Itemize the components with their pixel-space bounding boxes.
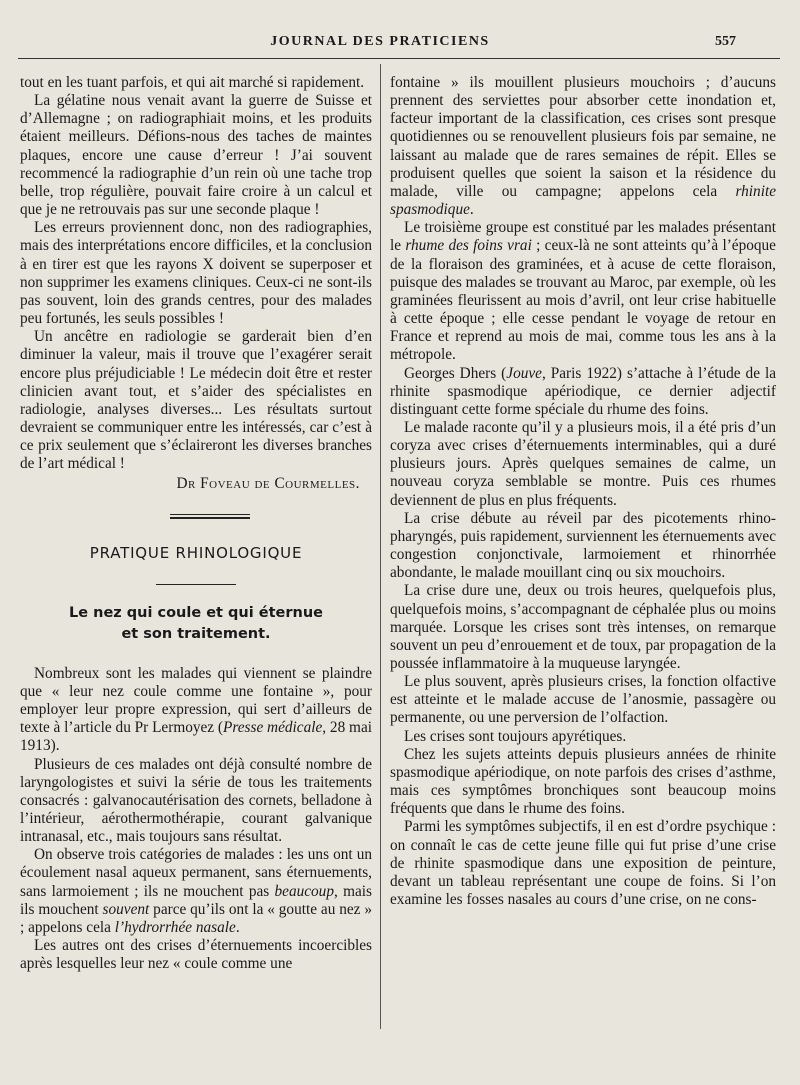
page-header (0, 34, 800, 54)
section-rule (156, 584, 236, 585)
paragraph: Georges Dhers (Jouve, Paris 1922) s’attache à l’étude de la rhinite spasmodique apériodique, ce dernier adjectif distinguant cette forme spéciale du rhume des foins. (390, 364, 776, 418)
paragraph: tout en les tuant parfois, et qui ait marché si rapidement. (20, 74, 365, 91)
article-title-line-2: et son traitement. (121, 625, 271, 642)
column-divider (380, 64, 381, 1029)
page-number: 557 (715, 34, 736, 49)
paragraph: Parmi les symptômes subjectifs, il en est d’ordre psychique : on connaît le cas de cette jeune fille qui fut prise d’une crise de rhinite spasmodique dans une exposition de peinture, devant un tableau représentant une coupe de foins. Si l’on examine les fosses nasales au cours d’une crise, on ne cons- (390, 818, 776, 909)
left-column (20, 74, 372, 973)
paragraph: Les erreurs proviennent donc, non des radiographies, mais des interprétations encore difficiles, et la conclusion à en tirer est que les rayons X doivent se superposer et non supprimer les examens cliniques. Ceux-ci ne sont-ils pas souvent, loin des grands centres, pour des malades peu fortunés, les seuls possibles ! (20, 219, 372, 328)
paragraph: Nombreux sont les malades qui viennent se plaindre que « leur nez coule comme une fontaine », pour employer leur propre expression, qui sert d’ailleurs de texte à l’article du Pr Lermoyez (Presse médicale, 28 mai 1913). (20, 664, 372, 755)
header-rule (18, 58, 780, 59)
paragraph: Un ancêtre en radiologie se garderait bien d’en diminuer la valeur, mais il trouve que l’exagérer serait encore plus préjudiciable ! Le médecin doit être et rester clinicien avant tout, et s’aider des spécialistes en radiologie, analyses diverses... Les résultats surtout devraient se communiquer entre les intéressés, car c’est à ce prix seulement que s’éclaireront les diverses branches de l’art médical ! (20, 328, 372, 473)
paragraph: La crise dure une, deux ou trois heures, quelquefois plus, quelquefois moins, s’accompagnant de céphalée plus ou moins marquée. Lorsque les crises sont très intenses, on remarque souvent un peu d’enrouement et de toux, par propagation de la poussée inflammatoire à la muqueuse laryngée. (390, 582, 776, 672)
paragraph: Le plus souvent, après plusieurs crises, la fonction olfactive est atteinte et le malade accuse de l’anosmie, passagère ou permanente, ou une perversion de l’olfaction. (390, 673, 776, 727)
article-title-line-1: Le nez qui coule et qui éternue (69, 604, 323, 621)
section-heading: PRATIQUE RHINOLOGIQUE (89, 543, 303, 562)
journal-title: JOURNAL DES PRATICIENS (270, 34, 490, 49)
paragraph: Les autres ont des crises d’éternuements incoercibles après lesquelles leur nez « coule comme une (20, 937, 372, 973)
article-title (20, 603, 372, 645)
paragraph: On observe trois catégories de malades : les uns ont un écoulement nasal aqueux permanent, sans éternuements, sans larmoiement ; ils ne mouchent pas beaucoup, mais ils mouchent souvent parce qu’ils ont la « goutte au nez » ; appelons cela l’hydrorrhée nasale. (20, 846, 372, 936)
paragraph: fontaine » ils mouillent plusieurs mouchoirs ; d’aucuns prennent des serviettes pour absorber cette inondation et, facteur important de la classification, ces crises sont presque quotidiennes ou se renouvellent plusieurs fois par semaine, ne laissant au malade que de rares semaines de répit. Elles se produisent quelles que soient la saison et la résidence du malade, ville ou campagne; appelons cela rhinite spasmodique. (390, 74, 776, 219)
paragraph: Le troisième groupe est constitué par les malades présentant le rhume des foins vrai ; ceux-là ne sont atteints qu’à l’époque de la floraison des graminées, et à acuse de cette floraison, puisque des malades se trouvant au Maroc, par exemple, où les graminées fleurissent au mois d’avril, ont leur crise habituelle à cette époque ; elle cesse pendant le voyage de retour en France et reprend au mois de mai, comme tous les ans à la métropole. (390, 219, 776, 364)
right-column (390, 74, 776, 909)
paragraph: Les crises sont toujours apyrétiques. (404, 727, 627, 745)
paragraph: Chez les sujets atteints depuis plusieurs années de rhinite spasmodique apériodique, on note parfois des crises d’asthme, mais ces symptômes bronchiques sont beaucoup moins fréquents que dans le rhume des foins. (390, 745, 776, 818)
paragraph: Plusieurs de ces malades ont déjà consulté nombre de laryngologistes et suivi la série de tous les traitements consacrés : galvanocautérisation des cornets, belladone à l’intérieur, aérothermothérapie, courant galvanique intranasal, etc., mais toujours sans résultat. (20, 755, 372, 846)
paragraph: Le malade raconte qu’il y a plusieurs mois, il a été pris d’un coryza avec crises d’éternuements interminables, qui a duré plusieurs jours. Après quelques semaines de calme, un nouveau coryza semblable se montre. Puis ces rhumes deviennent de plus en plus fréquents. (390, 418, 776, 509)
ornament-divider (20, 510, 372, 524)
author-signature: Dr Foveau de Courmelles. (176, 475, 360, 493)
paragraph: La crise débute au réveil par des picotements rhino-pharyngés, puis rapidement, surviennent les éternuements avec congestion conjonctivale, larmoiement et rhinorrhée abondante, le malade mouillant cinq ou six mouchoirs. (390, 509, 776, 582)
paragraph: La gélatine nous venait avant la guerre de Suisse et d’Allemagne ; on radiographiait moins, et les produits étaient meilleurs. Défions-nous des taches de maintes plaques, encore une cause d’erreur ! J’ai souvent recommencé la radiographie d’un rein où une tache trop belle, trop régulière, pouvait faire croire à un calcul et que je ne retrouvais pas sur une seconde plaque ! (20, 92, 372, 219)
